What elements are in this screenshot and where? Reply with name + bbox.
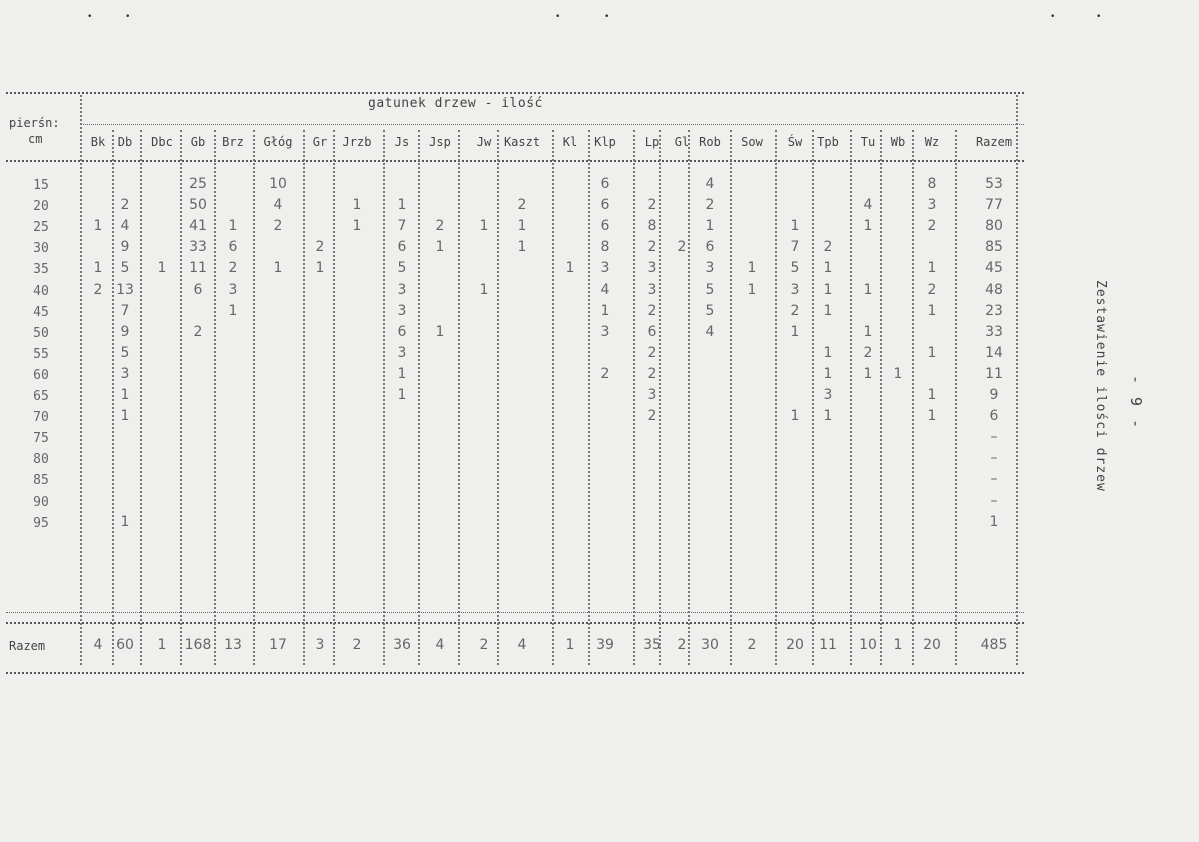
column-header: Gb bbox=[190, 135, 206, 149]
column-header: Wb bbox=[890, 135, 906, 149]
column-header: Tu bbox=[860, 135, 876, 149]
count-cell: 1 bbox=[893, 365, 903, 382]
count-cell: 1 bbox=[397, 197, 407, 214]
count-cell: 1 bbox=[863, 323, 873, 340]
count-cell: 2 bbox=[228, 260, 238, 277]
total-cell: 4 bbox=[93, 637, 103, 653]
body-bottom-rule bbox=[6, 612, 1024, 613]
punch-mark: • bbox=[1050, 12, 1056, 22]
total-cell: 4 bbox=[435, 637, 445, 653]
count-cell: 1 bbox=[352, 197, 362, 214]
column-header: Db bbox=[117, 135, 133, 149]
count-cell: 1 bbox=[823, 408, 833, 425]
count-cell: 5 bbox=[397, 260, 407, 277]
total-cell: 17 bbox=[269, 637, 287, 653]
count-cell: 1 bbox=[823, 302, 833, 319]
count-cell: 2 bbox=[120, 197, 130, 214]
count-cell: 1 bbox=[228, 218, 238, 235]
row-total-cell: – bbox=[990, 450, 998, 467]
count-cell: 11 bbox=[189, 260, 207, 277]
total-cell: 11 bbox=[819, 637, 837, 653]
total-cell: 13 bbox=[224, 637, 242, 653]
row-total-cell: 6 bbox=[989, 408, 999, 425]
column-header: Jrzb bbox=[342, 135, 372, 149]
column-header: Razem bbox=[975, 135, 1013, 149]
diameter-cell: 50 bbox=[33, 325, 49, 341]
count-cell: 1 bbox=[600, 302, 610, 319]
count-cell: 1 bbox=[705, 218, 715, 235]
count-cell: 8 bbox=[647, 218, 657, 235]
count-cell: 1 bbox=[517, 239, 527, 256]
column-separator bbox=[955, 130, 957, 665]
count-cell: 1 bbox=[157, 260, 167, 277]
diameter-cell: 40 bbox=[33, 283, 49, 299]
row-total-cell: 9 bbox=[989, 387, 999, 403]
count-cell: 1 bbox=[863, 365, 873, 382]
total-cell: 168 bbox=[184, 637, 212, 653]
column-header: Dbc bbox=[151, 135, 173, 149]
row-total-cell: 23 bbox=[985, 302, 1003, 319]
diameter-cell: 95 bbox=[33, 515, 49, 531]
count-cell: 1 bbox=[120, 513, 130, 530]
count-cell: 3 bbox=[647, 260, 657, 277]
count-cell: 3 bbox=[397, 281, 407, 298]
column-separator bbox=[588, 130, 590, 665]
column-separator bbox=[730, 130, 732, 665]
count-cell: 2 bbox=[647, 365, 657, 382]
count-cell: 3 bbox=[397, 302, 407, 319]
count-cell: 1 bbox=[228, 302, 238, 319]
header-mid-rule bbox=[80, 124, 1024, 125]
diameter-cell: 70 bbox=[33, 410, 49, 426]
diameter-cell: 85 bbox=[33, 473, 49, 489]
count-cell: 13 bbox=[116, 281, 134, 298]
row-total-cell: 45 bbox=[985, 260, 1003, 277]
column-header: Kl bbox=[562, 135, 578, 149]
count-cell: 5 bbox=[120, 260, 130, 277]
count-cell: 6 bbox=[193, 281, 203, 298]
diameter-cell: 90 bbox=[33, 494, 49, 510]
table-bottom-rule bbox=[6, 672, 1024, 674]
column-separator bbox=[497, 130, 499, 665]
count-cell: 7 bbox=[397, 218, 407, 235]
count-cell: 25 bbox=[189, 176, 207, 192]
count-cell: 2 bbox=[927, 281, 937, 298]
count-cell: 6 bbox=[600, 197, 610, 214]
column-separator bbox=[633, 130, 635, 665]
count-cell: 2 bbox=[790, 302, 800, 319]
count-cell: 3 bbox=[397, 344, 407, 361]
total-cell: 60 bbox=[116, 637, 134, 653]
column-header: Wz bbox=[924, 135, 940, 149]
total-cell: 2 bbox=[352, 637, 362, 653]
count-cell: 1 bbox=[823, 365, 833, 382]
count-cell: 4 bbox=[705, 323, 715, 340]
count-cell: 2 bbox=[273, 218, 283, 235]
row-total-cell: 85 bbox=[985, 239, 1003, 256]
count-cell: 3 bbox=[120, 365, 130, 382]
column-separator bbox=[140, 130, 142, 665]
row-total-cell: 11 bbox=[985, 365, 1003, 382]
count-cell: 2 bbox=[93, 281, 103, 298]
total-cell: 20 bbox=[786, 637, 804, 653]
count-cell: 9 bbox=[120, 239, 130, 256]
total-cell: 30 bbox=[701, 637, 719, 653]
column-separator bbox=[214, 130, 216, 665]
count-cell: 1 bbox=[823, 281, 833, 298]
count-cell: 1 bbox=[397, 365, 407, 382]
column-header: Kaszt bbox=[503, 135, 541, 149]
column-header: Jw bbox=[476, 135, 492, 149]
column-header: Lp bbox=[644, 135, 660, 149]
count-cell: 3 bbox=[647, 281, 657, 298]
side-title: Zestawienie ilości drzew bbox=[1093, 280, 1108, 492]
count-cell: 6 bbox=[705, 239, 715, 256]
count-cell: 7 bbox=[120, 302, 130, 319]
count-cell: 2 bbox=[600, 365, 610, 382]
column-separator bbox=[303, 130, 305, 665]
count-cell: 1 bbox=[927, 260, 937, 277]
row-total-cell: – bbox=[990, 471, 998, 488]
column-separator bbox=[180, 130, 182, 665]
count-cell: 6 bbox=[228, 239, 238, 256]
count-cell: 6 bbox=[397, 323, 407, 340]
punch-mark: • bbox=[1096, 12, 1102, 22]
count-cell: 5 bbox=[705, 281, 715, 298]
count-cell: 6 bbox=[647, 323, 657, 340]
count-cell: 2 bbox=[705, 197, 715, 214]
count-cell: 4 bbox=[600, 281, 610, 298]
count-cell: 2 bbox=[435, 218, 445, 235]
column-header: Gr bbox=[312, 135, 328, 149]
count-cell: 1 bbox=[93, 260, 103, 277]
total-cell: 1 bbox=[157, 637, 167, 653]
count-cell: 1 bbox=[435, 239, 445, 256]
table-top-rule bbox=[6, 92, 1024, 94]
count-cell: 1 bbox=[397, 387, 407, 403]
column-separator bbox=[383, 130, 385, 665]
count-cell: 33 bbox=[189, 239, 207, 256]
column-header: Klp bbox=[594, 135, 616, 149]
column-separator bbox=[418, 130, 420, 665]
column-separator bbox=[850, 130, 852, 665]
row-total-cell: 80 bbox=[985, 218, 1003, 235]
column-separator bbox=[458, 130, 460, 665]
column-separator bbox=[775, 130, 777, 665]
count-cell: 1 bbox=[927, 344, 937, 361]
diameter-cell: 55 bbox=[33, 346, 49, 362]
diameter-cell: 60 bbox=[33, 367, 49, 383]
count-cell: 1 bbox=[273, 260, 283, 277]
count-cell: 1 bbox=[352, 218, 362, 235]
count-cell: 3 bbox=[600, 260, 610, 277]
column-header: Bk bbox=[90, 135, 106, 149]
count-cell: 1 bbox=[315, 260, 325, 277]
row-total-cell: – bbox=[990, 429, 998, 446]
total-cell: 36 bbox=[393, 637, 411, 653]
header-bottom-rule bbox=[6, 160, 1024, 162]
count-cell: 1 bbox=[823, 260, 833, 277]
count-cell: 2 bbox=[517, 197, 527, 214]
column-separator bbox=[912, 130, 914, 665]
count-cell: 10 bbox=[269, 176, 287, 192]
count-cell: 5 bbox=[120, 344, 130, 361]
count-cell: 2 bbox=[823, 239, 833, 256]
count-cell: 3 bbox=[647, 387, 657, 403]
count-cell: 1 bbox=[927, 302, 937, 319]
punch-mark: • bbox=[604, 12, 610, 22]
count-cell: 1 bbox=[479, 281, 489, 298]
column-header: Brz bbox=[222, 135, 244, 149]
total-cell: 2 bbox=[479, 637, 489, 653]
count-cell: 1 bbox=[93, 218, 103, 235]
column-header: Gl bbox=[674, 135, 690, 149]
count-cell: 4 bbox=[863, 197, 873, 214]
count-cell: 2 bbox=[647, 302, 657, 319]
count-cell: 3 bbox=[705, 260, 715, 277]
column-separator bbox=[688, 130, 690, 665]
column-header: Rob bbox=[699, 135, 721, 149]
count-cell: 2 bbox=[193, 323, 203, 340]
column-header: Św bbox=[787, 135, 803, 149]
diameter-label: pierśn: bbox=[9, 116, 60, 130]
count-cell: 2 bbox=[647, 408, 657, 425]
count-cell: 4 bbox=[120, 218, 130, 235]
count-cell: 1 bbox=[435, 323, 445, 340]
row-total-cell: 33 bbox=[985, 323, 1003, 340]
count-cell: 3 bbox=[790, 281, 800, 298]
count-cell: 6 bbox=[397, 239, 407, 256]
count-cell: 3 bbox=[823, 387, 833, 403]
count-cell: 2 bbox=[677, 239, 687, 256]
page-number: - 9 - bbox=[1127, 375, 1145, 431]
count-cell: 1 bbox=[863, 218, 873, 235]
punch-mark: • bbox=[555, 12, 561, 22]
count-cell: 1 bbox=[517, 218, 527, 235]
count-cell: 7 bbox=[790, 239, 800, 256]
diameter-cell: 45 bbox=[33, 304, 49, 320]
column-header: Tpb bbox=[817, 135, 839, 149]
column-header: Głóg bbox=[263, 135, 293, 149]
count-cell: 1 bbox=[790, 218, 800, 235]
count-cell: 3 bbox=[927, 197, 937, 214]
count-cell: 2 bbox=[647, 197, 657, 214]
count-cell: 41 bbox=[189, 218, 207, 235]
count-cell: 1 bbox=[747, 281, 757, 298]
count-cell: 1 bbox=[747, 260, 757, 277]
count-cell: 8 bbox=[927, 176, 937, 192]
diameter-cell: 65 bbox=[33, 389, 49, 404]
total-cell: 10 bbox=[859, 637, 877, 653]
total-cell: 1 bbox=[565, 637, 575, 653]
count-cell: 50 bbox=[189, 197, 207, 214]
column-separator bbox=[80, 95, 82, 665]
column-separator bbox=[812, 130, 814, 665]
count-cell: 2 bbox=[927, 218, 937, 235]
count-cell: 3 bbox=[228, 281, 238, 298]
column-separator bbox=[552, 130, 554, 665]
total-cell: 1 bbox=[893, 637, 903, 653]
count-cell: 1 bbox=[790, 323, 800, 340]
punch-mark: • bbox=[125, 12, 131, 22]
count-cell: 1 bbox=[479, 218, 489, 235]
column-header: Jsp bbox=[429, 135, 451, 149]
row-total-cell: 14 bbox=[985, 344, 1003, 361]
count-cell: 1 bbox=[927, 387, 937, 403]
total-cell: 3 bbox=[315, 637, 325, 653]
total-cell: 2 bbox=[747, 637, 757, 653]
count-cell: 5 bbox=[705, 302, 715, 319]
column-separator bbox=[1016, 95, 1018, 665]
count-cell: 4 bbox=[273, 197, 283, 214]
punch-mark: • bbox=[87, 12, 93, 22]
row-total-cell: 48 bbox=[985, 281, 1003, 298]
diameter-cell: 25 bbox=[33, 220, 49, 236]
count-cell: 1 bbox=[863, 281, 873, 298]
diameter-cell: 30 bbox=[33, 241, 49, 257]
diameter-cell: 15 bbox=[33, 178, 49, 193]
count-cell: 9 bbox=[120, 323, 130, 340]
total-cell: 20 bbox=[923, 637, 941, 653]
row-total-cell: 53 bbox=[985, 176, 1003, 192]
diameter-cell: 80 bbox=[33, 452, 49, 468]
row-total-cell: – bbox=[990, 492, 998, 509]
count-cell: 2 bbox=[647, 239, 657, 256]
totals-label: Razem bbox=[9, 639, 46, 653]
column-separator bbox=[659, 130, 661, 665]
count-cell: 1 bbox=[823, 344, 833, 361]
diameter-cell: 20 bbox=[33, 199, 49, 215]
total-cell: 4 bbox=[517, 637, 527, 653]
column-separator bbox=[880, 130, 882, 665]
count-cell: 1 bbox=[565, 260, 575, 277]
column-header: Sow bbox=[741, 135, 763, 149]
count-cell: 8 bbox=[600, 239, 610, 256]
count-cell: 6 bbox=[600, 176, 610, 192]
count-cell: 1 bbox=[790, 408, 800, 425]
count-cell: 2 bbox=[647, 344, 657, 361]
column-header: Js bbox=[394, 135, 410, 149]
diameter-cell: 35 bbox=[33, 262, 49, 278]
column-separator bbox=[112, 130, 114, 665]
count-cell: 5 bbox=[790, 260, 800, 277]
grand-total-cell: 485 bbox=[980, 637, 1008, 653]
total-cell: 35 bbox=[643, 637, 661, 653]
count-cell: 6 bbox=[600, 218, 610, 235]
count-cell: 1 bbox=[120, 387, 130, 403]
total-cell: 2 bbox=[677, 637, 687, 653]
table-title: gatunek drzew - ilość bbox=[368, 96, 543, 111]
column-separator bbox=[333, 130, 335, 665]
count-cell: 4 bbox=[705, 176, 715, 192]
column-separator bbox=[253, 130, 255, 665]
diameter-unit: cm bbox=[28, 132, 43, 146]
row-total-cell: 77 bbox=[985, 197, 1003, 214]
count-cell: 2 bbox=[863, 344, 873, 361]
row-total-cell: 1 bbox=[989, 513, 999, 530]
count-cell: 1 bbox=[120, 408, 130, 425]
totals-top-rule bbox=[6, 622, 1024, 624]
total-cell: 39 bbox=[596, 637, 614, 653]
count-cell: 2 bbox=[315, 239, 325, 256]
diameter-cell: 75 bbox=[33, 431, 49, 447]
count-cell: 3 bbox=[600, 323, 610, 340]
count-cell: 1 bbox=[927, 408, 937, 425]
